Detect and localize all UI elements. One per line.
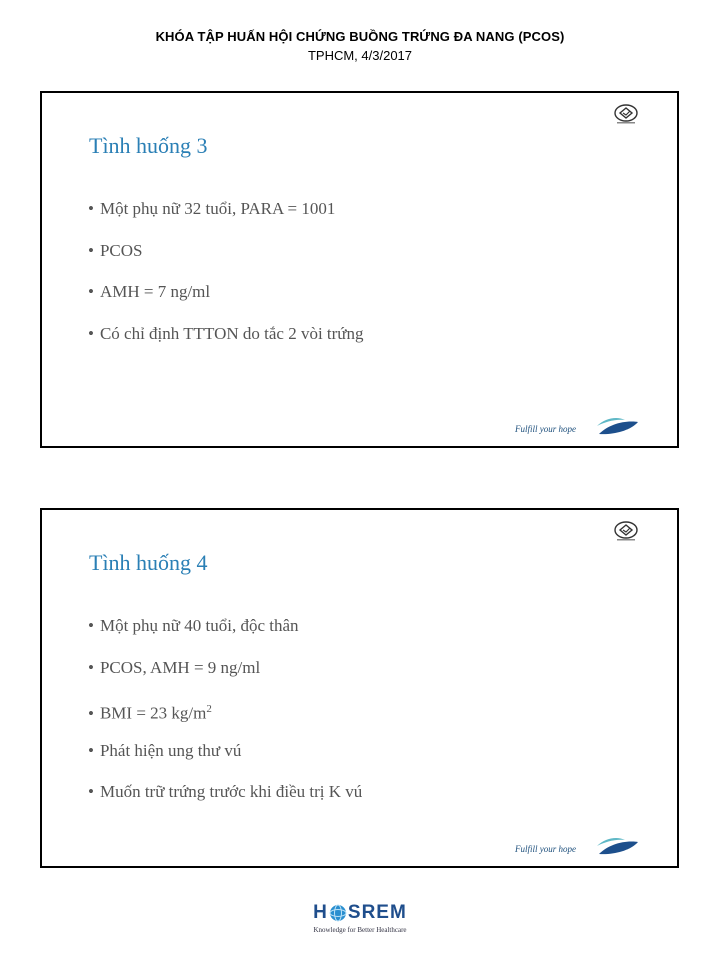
brand-tagline: Knowledge for Better Healthcare [313,926,407,934]
slide-title: Tình huống 3 [89,133,208,158]
list-item: • Muốn trữ trứng trước khi điều trị K vú [88,782,363,801]
swoosh-logo-icon [595,414,639,436]
slide-title: Tình huống 4 [89,550,208,575]
clinic-logo-icon [613,103,639,125]
brand-logo: H SREM [313,902,407,923]
globe-icon [329,904,347,922]
bmi-superscript: 2 [206,703,212,715]
list-item: • PCOS, AMH = 9 ng/ml [88,657,261,677]
bullet-list [88,199,364,365]
document-title: KHÓA TẬP HUẤN HỘI CHỨNG BUỒNG TRỨNG ĐA NANG (PCOS) [155,29,565,44]
list-item: • AMH = 7 ng/ml [88,282,211,301]
list-item: • Có chỉ định TTTON do tắc 2 vòi trứng [88,323,364,343]
list-item: • PCOS [88,240,143,260]
footer-tagline: Fulfill your hope [515,844,576,854]
slide-case-3 [40,91,679,448]
list-item: • BMI = 23 $kg/m^2$ [88,703,212,723]
slide-footer [515,834,639,856]
brand-footer [0,902,720,934]
list-item: • Phát hiện ung thư vú [88,740,242,760]
slide-footer [515,414,639,436]
document-subtitle: TPHCM, 4/3/2017 [307,48,413,63]
slide-case-4 [40,508,679,868]
clinic-logo-icon [613,520,639,542]
footer-tagline: Fulfill your hope [515,424,576,434]
document-header [0,29,720,63]
swoosh-logo-icon [595,834,639,856]
list-item: • Một phụ nữ 40 tuổi, độc thân [88,616,299,635]
list-item: • Một phụ nữ 32 tuổi, PARA = 1001 [88,199,336,218]
bullet-list [88,616,362,824]
